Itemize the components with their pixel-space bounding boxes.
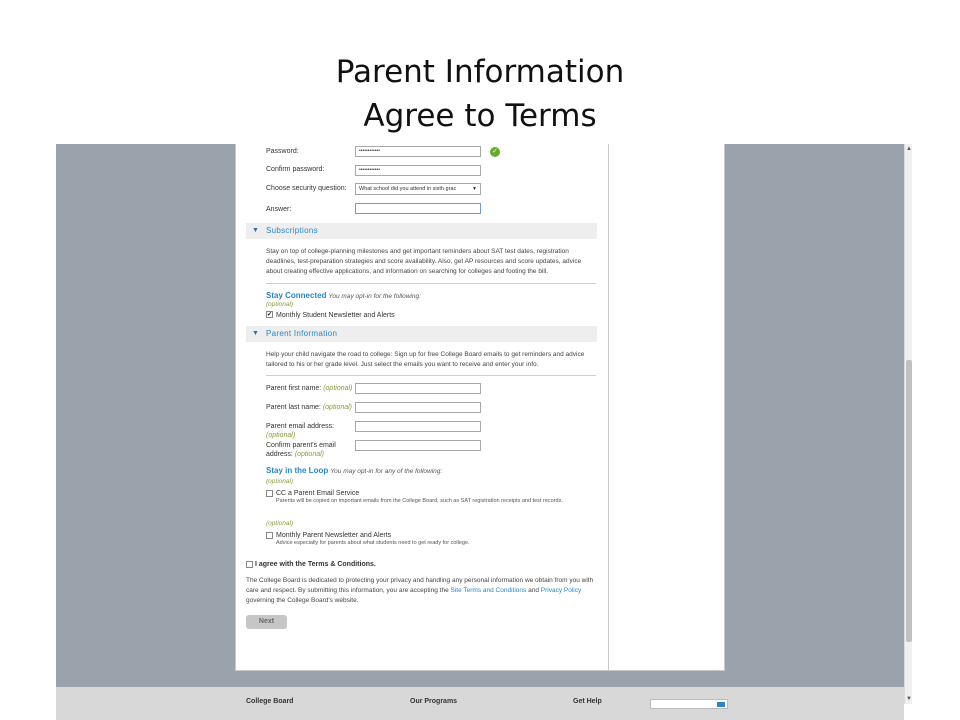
confirm-password-label: Confirm password: [266, 166, 325, 173]
scrollbar-thumb[interactable] [906, 360, 912, 642]
optional-label: (optional) [294, 451, 324, 458]
parent-email-input[interactable] [355, 421, 481, 432]
stay-in-loop-heading: Stay in the Loop [266, 466, 329, 475]
parent-first-name-input[interactable] [355, 383, 481, 394]
security-question-select[interactable] [355, 183, 481, 195]
password-label: Password: [266, 148, 299, 155]
stay-in-loop-row [266, 466, 442, 476]
next-button[interactable]: Next [246, 615, 287, 629]
parent-information-title: Parent Information [266, 329, 338, 338]
stay-connected-heading: Stay Connected [266, 291, 327, 300]
privacy-policy-link[interactable]: Privacy [540, 587, 563, 594]
footer-get-help[interactable]: Get Help [573, 698, 602, 705]
parent-email-label: Parent email address: [266, 423, 335, 430]
newsletter-label: Monthly Student Newsletter and Alerts [276, 312, 395, 319]
password-field[interactable]: •••••••••••• [355, 146, 481, 157]
slide-title [0, 50, 960, 138]
scroll-down-icon[interactable]: ▼ [906, 696, 912, 702]
triangle-down-icon: ▼ [252, 330, 259, 337]
answer-label: Answer: [266, 206, 292, 213]
optional-label: (optional) [266, 478, 294, 485]
parent-first-name-label [266, 384, 352, 393]
optional-label: (optional) [266, 432, 296, 439]
parent-description: Help your child navigate the road to college: Sign up for free College Board emails to get reminders and advice tailored to his or her grade level. Just select the emails you want to receive and enter your info. [266, 351, 585, 368]
optional-label: (optional) [266, 520, 294, 527]
subscriptions-title: Subscriptions [266, 226, 318, 235]
registration-form [236, 144, 609, 671]
subscriptions-description: Stay on top of college-planning milestones and get important reminders about SAT test dates, registration deadlines, test-preparation strategies and score availability. Also, get AP resources and score updates, advice about creating effective applications, and information on searching for colleges and footing the bill. [266, 248, 582, 275]
footer-search-button[interactable] [717, 702, 725, 707]
checkmark-icon: ✓ [490, 147, 500, 157]
parent-newsletter-checkbox[interactable] [266, 532, 273, 539]
parent-information-section-header[interactable] [246, 326, 597, 342]
subscriptions-section-header[interactable] [246, 223, 597, 239]
triangle-down-icon: ▼ [252, 227, 259, 234]
parent-last-name-input[interactable] [355, 402, 481, 413]
confirm-password-field[interactable]: •••••••••••• [355, 165, 481, 176]
footer-search-input[interactable] [650, 699, 728, 709]
confirm-parent-email-input[interactable] [355, 440, 481, 451]
optional-label: (optional) [266, 301, 294, 308]
registration-page [235, 144, 725, 671]
privacy-text-end: governing the College Board's website. [246, 597, 359, 604]
stay-in-loop-note: You may opt-in for any of the following: [330, 468, 443, 475]
optional-label: (optional) [322, 404, 353, 411]
cc-parent-description: Parents will be copied on important emails from the College Board, such as SAT registration receipts and test records. [276, 498, 563, 504]
privacy-and: and [528, 587, 539, 594]
privacy-policy-link-cont[interactable]: Policy [563, 587, 582, 594]
dropdown-arrow-icon: ▼ [472, 186, 477, 192]
divider [266, 375, 596, 376]
parent-newsletter-label: Monthly Parent Newsletter and Alerts [276, 532, 392, 539]
security-question-value: What school did you attend in sixth grac [359, 186, 457, 192]
stay-connected-note: You may opt-in for the following: [328, 293, 421, 300]
confirm-parent-email-label-1: Confirm parent's email [266, 442, 336, 449]
parent-first-name-text: Parent first name: [266, 385, 322, 392]
agree-terms-label: I agree with the Terms & Conditions. [255, 561, 376, 568]
confirm-parent-email-text: address: [266, 451, 293, 458]
answer-field[interactable] [355, 203, 481, 214]
footer-our-programs[interactable]: Our Programs [410, 698, 458, 705]
vertical-scrollbar[interactable] [904, 144, 912, 704]
optional-label: (optional) [323, 385, 353, 392]
slide-title-line-1: Parent Information [335, 54, 625, 90]
footer-college-board[interactable]: College Board [246, 698, 294, 705]
site-terms-link[interactable]: Site Terms and Conditions [450, 587, 527, 594]
stay-connected-row [266, 291, 421, 301]
browser-viewport [56, 144, 904, 720]
newsletter-checkbox[interactable]: ✔ [267, 312, 273, 318]
scroll-up-icon[interactable]: ▲ [906, 146, 912, 152]
parent-last-name-text: Parent last name: [266, 404, 321, 411]
parent-last-name-label [266, 403, 352, 412]
agree-terms-checkbox[interactable] [246, 561, 253, 568]
site-footer [56, 687, 904, 720]
slide-title-line-2: Agree to Terms [363, 98, 597, 134]
privacy-statement [246, 576, 596, 606]
privacy-text: The College Board is dedicated to protecting your privacy and handling any personal information we obtain from you with care and respect. By submitting this information, you are accepting the [246, 577, 594, 594]
cc-parent-checkbox[interactable] [266, 490, 273, 497]
parent-newsletter-description: Advice especially for parents about what students need to get ready for college. [276, 540, 470, 546]
confirm-parent-email-label-2 [266, 450, 324, 459]
cc-parent-label: CC a Parent Email Service [276, 490, 360, 497]
security-question-label: Choose security question: [266, 185, 347, 192]
divider [266, 283, 596, 284]
